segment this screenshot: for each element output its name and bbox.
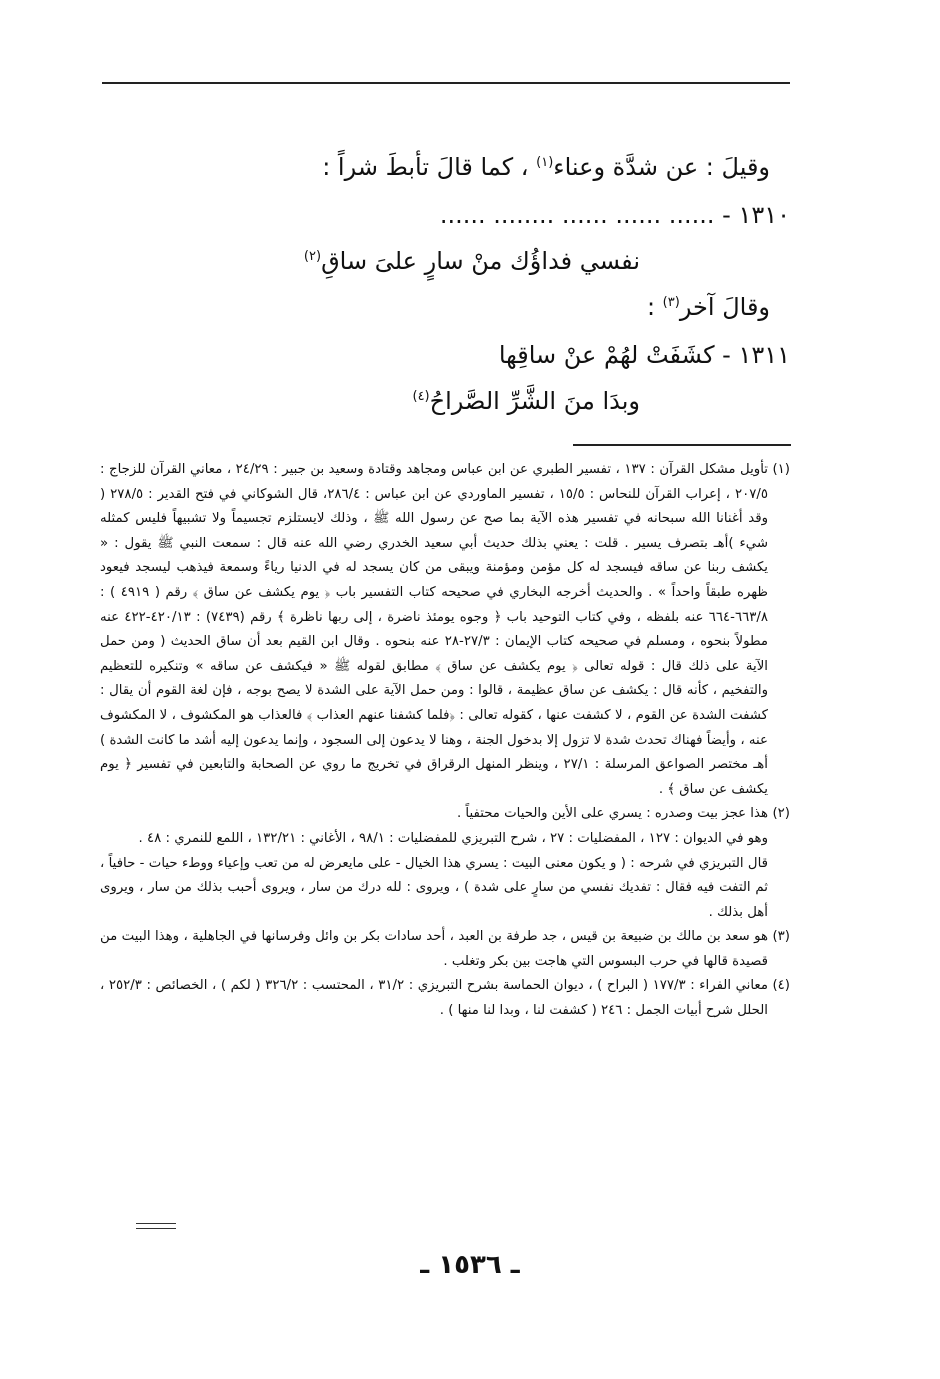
footnote-number: (٣) <box>772 929 790 945</box>
footnote-2-sources: وهو في الديوان : ١٢٧ ، المفضليات : ٢٧ ، شرح التبريزي للمفضليات : ٩٨/١ ، الأغاني : ١٣٢/٢١ ، اللمع للنمري : ٤٨ . <box>138 830 768 846</box>
end-of-notes-mark <box>136 1223 176 1229</box>
intro-line <box>322 150 770 184</box>
footnotes <box>100 458 790 1024</box>
verse-number-1311: ١٣١١ - <box>722 341 790 369</box>
footnote-number: (٤) <box>772 978 790 994</box>
footnote-4 <box>100 974 790 1023</box>
footnote-ref-2[interactable]: (٢) <box>303 249 322 264</box>
intro-tail: ، كما قالَ تأبطَ شراً : <box>322 153 529 181</box>
speaker-colon: : <box>646 293 656 321</box>
verse-1310-second-hemistich <box>304 244 640 278</box>
header-rule <box>102 82 790 84</box>
footnote-2-commentary: قال التبريزي في شرحه : ( و يكون معنى البيت : يسري هذا الخيال - على مايعرض له من تعب وإعياء ووطء حيات - حافياً ، ثم التفت فيه فقال : تفديك نفسي من سارٍ على شدة ) ، ويروى : لله درك من سار ، ويروى أحبب بذلك من سار ، ويروى أهل بذلك . <box>100 855 768 920</box>
verse-1311 <box>499 338 790 372</box>
footnote-text: هذا عجز بيت وصدره : يسري على الأين والحيات محتفياً . <box>456 806 768 822</box>
verse-ellipsis: ...... ...... ...... ........ ...... <box>439 201 715 229</box>
footnote-1 <box>100 458 790 802</box>
footnote-rule <box>573 444 791 446</box>
intro-text: وقيلَ : عن شدَّة وعناء <box>553 153 770 181</box>
footnote-text: تأويل مشكل القرآن : ١٣٧ ، تفسير الطبري عن ابن عباس ومجاهد وقتادة وسعيد بن جبير : ٢٤/٢٩ ، معاني القرآن للزجاج : ٢٠٧/٥ ، إعراب القرآن للنحاس : ١٥/٥ ، تفسير الماوردي عن ابن عباس : ٢٨٦/٤، قال الشوكاني في فتح القدير : ٢٧٨/٥ ( وقد أغنانا الله سبحانه في تفسير هذه الآية بما صح عن رسول الله ﷺ ، وذلك لايستلزم تجسيماً ولا تشبيهاً فليس كمثله شيء )أهـ بتصرف يسير . قلت : يعني بذلك حديث أبي سعيد الخدري رضي الله عنه قال : سمعت النبي ﷺ يقول : « يكشف ربنا عن ساقه فيسجد له كل مؤمن ومؤمنة ويبقى من كان يسجد له في الدنيا رياءً وسمعة فيذهب ليسجد فيعود ظهره طبقاً واحداً » . والحديث أخرجه البخاري في صحيحه كتاب التفسير باب ﴿ يوم يكشف عن ساق ﴾ رقم ( ٤٩١٩ ) : ٦٦٣/٨-٦٦٤ عنه بلفظه ، وفي كتاب التوحيد باب ﴿ وجوه يومئذ ناضرة ، إلى ربها ناظرة ﴾ رقم (٧٤٣٩) : ٤٢٠/١٣-٤٢٢ عنه مطولاً بنحوه ، ومسلم في صحيحه كتاب الإيمان : ٢٧/٣-٢٨ عنه بنحوه . وقال ابن القيم بعد أن ساق الحديث ( ومن حمل الآية على ذلك قال : قوله تعالى ﴿ يوم يكشف عن ساق ﴾ مطابق لقوله ﷺ « فيكشف عن ساقه » وتنكيره للتعظيم والتفخيم ، كأنه قال : يكشف عن ساق عظيمة ، قالوا : ومن حمل الآية على الشدة لا يصح بوجه ، فإن لغة القوم أن يقال : كشفت الشدة عن القوم ، لا كشفت عنها ، كقوله تعالى : ﴿فلما كشفنا عنهم العذاب ﴾ فالعذاب هو المكشوف ، لا المكشوف عنه ، وأيضاً فهناك تحدث شدة لا تزول إلا بدخول الجنة ، وهنا لا يدعون إلى السجود ، وإنما يدعون إليه أشد ما كانت الشدة ) أهـ مختصر الصواعق المرسلة : ٢٧/١ ، وينظر المنهل الرقراق في تخريج ما روي عن الصحابة والتابعين في تفسير ﴿ يوم يكشف عن ساق ﴾ . <box>100 462 769 797</box>
footnote-number: (٢) <box>772 806 790 822</box>
speaker-line <box>647 290 770 324</box>
page-number: ـ ١٥٣٦ ـ <box>420 1250 520 1280</box>
footnote-ref-1[interactable]: (١) <box>536 155 554 170</box>
verse-1311-second-hemistich-line <box>412 384 640 418</box>
verse-1310-text: نفسي فداؤُك منْ سارٍ علىَ ساقِ <box>321 247 640 275</box>
footnote-text: هو سعد بن مالك بن ضبيعة بن قيس ، جد طرفة بن العبد ، أحد سادات بكر بن وائل وفرسانها في الجاهلية ، وهذا البيت من قصيدة قالها في حرب البسوس التي هاجت بين بكر وتغلب . <box>100 929 768 969</box>
footnote-text: معاني الفراء : ١٧٧/٣ ( البراح ) ، ديوان الحماسة بشرح التبريزي : ٣١/٢ ، المحتسب : ٣٢٦/٢ ( لكم ) ، الخصائص : ٢٥٢/٣ ، الحلل شرح أبيات الجمل : ٢٤٦ ( كشفت لنا ، وبدا لنا منها ) . <box>100 978 768 1019</box>
verse-number-1310: ١٣١٠ - <box>722 201 790 229</box>
verse-1311-second-hemistich: وبدَا منَ الشَّرِّ الصَّراحُ <box>429 387 640 415</box>
footnote-3 <box>100 925 790 974</box>
footnote-ref-3[interactable]: (٣) <box>662 295 680 310</box>
footnote-number: (١) <box>772 462 790 477</box>
footnote-2 <box>100 802 790 827</box>
speaker-text: وقالَ آخر <box>679 293 770 321</box>
verse-1311-first-hemistich: كشَفَتْ لهُمْ عنْ ساقِها <box>498 341 715 369</box>
footnote-ref-4[interactable]: (٤) <box>412 389 430 404</box>
verse-1310 <box>440 198 790 232</box>
